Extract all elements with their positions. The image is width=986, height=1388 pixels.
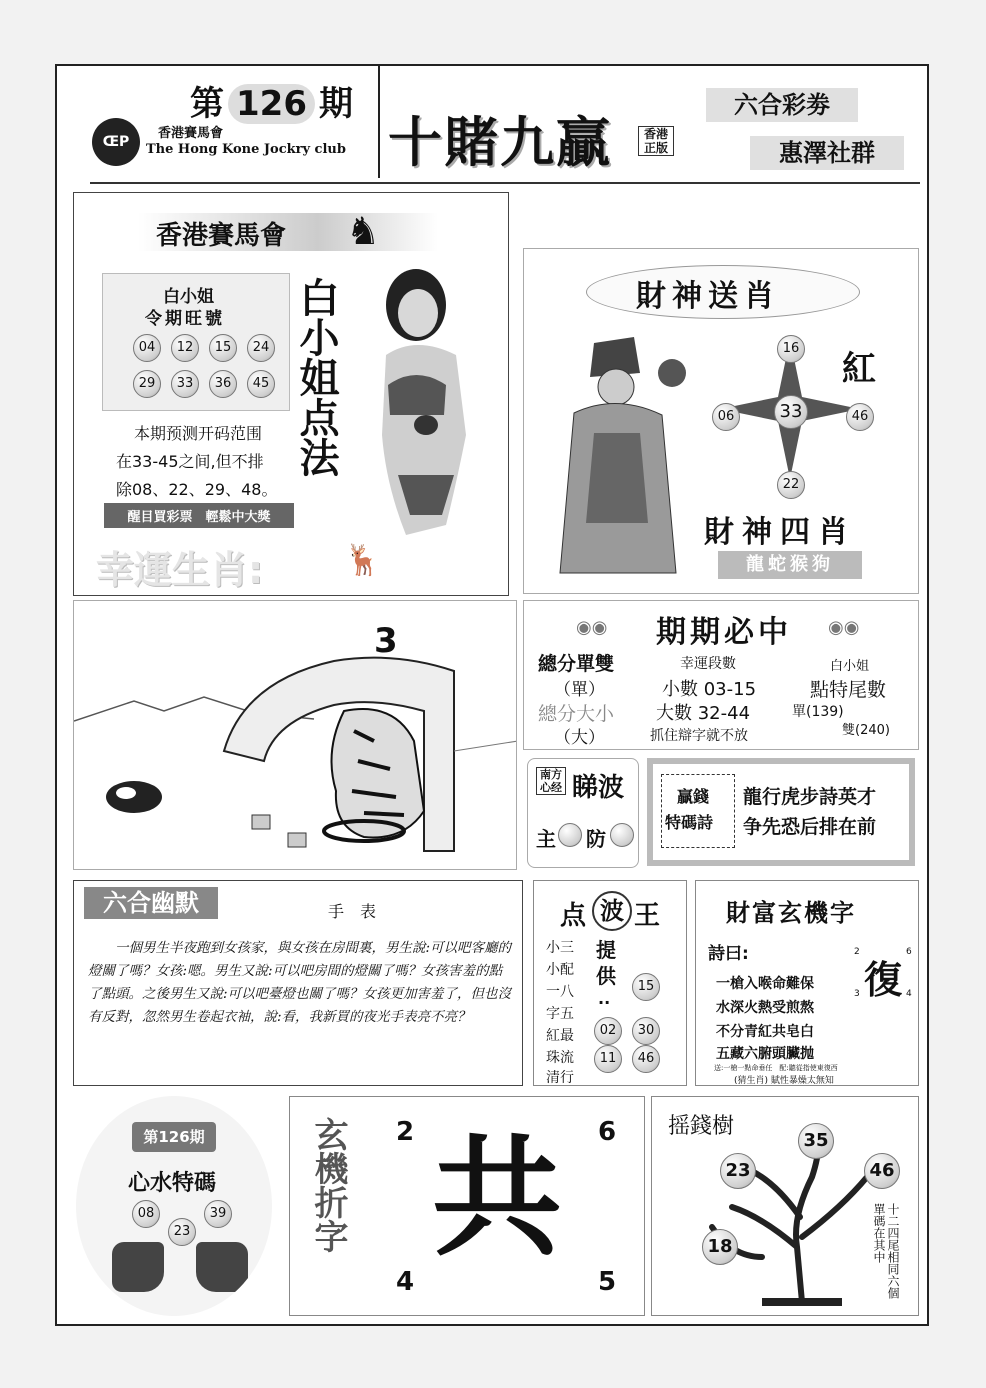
main-pick-label: 主 — [536, 827, 556, 851]
club-logo: ŒP — [92, 118, 140, 166]
lucky-zodiac-title: 幸運生肖: — [96, 548, 264, 592]
jockey-banner-text: 香港賽馬會 — [156, 221, 287, 251]
dianbo-title-3: 王 — [634, 901, 661, 931]
caifu-corner: 3 — [854, 989, 860, 999]
xinshui-title: 心水特碼 — [128, 1171, 217, 1196]
color-word: 紅 — [842, 349, 876, 389]
dianbo-ball: 11 — [594, 1045, 622, 1073]
top-number: 16 — [777, 335, 805, 363]
qiqi-box — [523, 600, 919, 750]
qiqi-r1c3: 白小姐 — [830, 659, 870, 674]
dianbo-title-2: 波 — [592, 891, 632, 931]
issue-number — [190, 76, 353, 125]
tiger-illustration — [74, 601, 517, 870]
caifu-big-char: 復 — [864, 958, 903, 1002]
lucky-ball: 33 — [171, 370, 199, 398]
dianbo-box — [533, 880, 687, 1086]
qiqi-r3c1: 總分大小 — [538, 703, 615, 725]
poem-line-1: 龍行虎步詩英才 — [743, 786, 877, 808]
tree-side-text: 十二四尾相同六個單碼在其中 — [872, 1203, 900, 1299]
header-underline — [90, 182, 920, 184]
caifu-note: 送:一槍一點命垂任 配:聽從指使東復西 — [714, 1064, 838, 1072]
lucky-ball: 29 — [133, 370, 161, 398]
dianbo-title-1: 点 — [560, 901, 587, 931]
disc-icon-left: ◉◉ — [576, 617, 608, 638]
tree-title: 摇錢樹 — [668, 1114, 735, 1139]
slogan-badge: 醒目買彩票 輕鬆中大獎 — [104, 503, 294, 528]
issue-suffix: 期 — [318, 84, 353, 124]
qiqi-r1c1: 總分單雙 — [538, 653, 615, 675]
caifu-box — [695, 880, 919, 1086]
lucky-ball: 45 — [247, 370, 275, 398]
dianbo-col-1: 小三 — [546, 940, 574, 956]
dianbo-ball: 02 — [594, 1017, 622, 1045]
caifu-corner: 2 — [854, 947, 860, 957]
disc-icon-right: ◉◉ — [828, 617, 860, 638]
xinshui-ball: 23 — [168, 1218, 196, 1246]
qiqi-r4c1: （大） — [554, 728, 605, 748]
dianbo-col-2: 小配 — [546, 962, 574, 978]
caifu-line-1: 一槍入喉命難保 — [716, 976, 814, 992]
poem-left-2: 特碼詩 — [665, 813, 714, 832]
qiqi-r2c3: 點特尾數 — [810, 679, 887, 701]
range-text-3: 除08、22、29、48。 — [116, 480, 278, 499]
humor-badge: 六合幽默 — [84, 887, 218, 919]
xuanji-tr: 6 — [598, 1117, 617, 1147]
qiqi-r4c2: 抓住辯字就不放 — [650, 728, 748, 744]
four-zodiac-title: 財神四肖 — [704, 515, 856, 550]
club-name-cn: 香港賽馬會 — [158, 126, 224, 141]
lucky-ball: 36 — [209, 370, 237, 398]
vertical-title: 白小姐点法 — [293, 277, 339, 477]
xinshui-ball: 39 — [204, 1200, 232, 1228]
nanfang-label-top: 南方 — [540, 768, 562, 781]
xuanji-label: 玄機折字 — [308, 1117, 348, 1253]
xuanji-bl: 4 — [396, 1267, 415, 1297]
caifu-title: 財富玄機字 — [726, 899, 856, 927]
caifu-poem-label: 詩曰: — [708, 944, 749, 964]
left-number: 06 — [712, 403, 740, 431]
guard-pick-ball — [610, 823, 634, 847]
left-hand-cards — [112, 1242, 164, 1292]
model-figure — [346, 265, 496, 585]
lucky-ball: 15 — [209, 334, 237, 362]
nanfang-title: 睇波 — [572, 773, 625, 803]
qiqi-title: 期期必中 — [656, 615, 792, 650]
nanfang-label-bottom: 心经 — [540, 781, 562, 794]
tag-lottery: 六合彩劵 — [706, 88, 858, 122]
deer-icon: 🦌 — [344, 543, 382, 578]
range-text-1: 本期预测开码范围 — [134, 424, 263, 443]
xinshui-ball: 08 — [132, 1200, 160, 1228]
lucky-card — [102, 273, 290, 411]
tiger-sign-number: 3 — [374, 621, 398, 661]
tree-number: 35 — [798, 1123, 834, 1159]
right-number: 46 — [846, 403, 874, 431]
dianbo-col-7: 清行 — [546, 1070, 574, 1086]
xinshui-box — [76, 1096, 272, 1316]
lucky-ball: 12 — [171, 334, 199, 362]
tree-number: 18 — [702, 1229, 738, 1265]
xinshui-ribbon: 第126期 — [132, 1122, 216, 1152]
lucky-ball: 04 — [133, 334, 161, 362]
four-zodiac-answer: 龍蛇猴狗 — [718, 551, 862, 579]
qiqi-r1c2: 幸運段數 — [680, 656, 736, 672]
right-hand-cards — [196, 1242, 248, 1292]
tiger-box — [73, 600, 517, 870]
card-title-2: 令期旺號 — [145, 309, 225, 329]
xuanji-big-char: 共 — [432, 1122, 563, 1274]
range-text-2: 在33-45之间,但不排 — [116, 452, 264, 471]
xuanji-br: 5 — [598, 1267, 617, 1297]
tree-number: 23 — [720, 1153, 756, 1189]
caifu-line-3: 不分青紅共皂白 — [716, 1024, 814, 1040]
qiqi-r4c3: 雙(240) — [842, 723, 890, 738]
club-name-en: The Hong Kone Jockry club — [146, 142, 346, 157]
qiqi-r2c2: 小數 03-15 — [662, 679, 757, 700]
xuanji-tl: 2 — [396, 1117, 415, 1147]
tag-community: 惠澤社群 — [750, 136, 904, 170]
poem-line-2: 争先恐后排在前 — [743, 816, 877, 838]
issue-prefix: 第 — [190, 84, 224, 124]
humor-box — [73, 880, 523, 1086]
horse-icon: ♞ — [346, 209, 381, 253]
caifu-corner: 4 — [906, 989, 912, 999]
qiqi-r3c2: 大數 32-44 — [656, 703, 751, 724]
dianbo-col-5: 紅最 — [546, 1028, 574, 1044]
card-title-1: 白小姐 — [163, 287, 214, 307]
xuanji-box — [289, 1096, 645, 1316]
caifu-line-2: 水深火熱受煎熬 — [716, 1000, 814, 1016]
caifu-corner: 6 — [906, 947, 912, 957]
dianbo-col-4: 字五 — [546, 1006, 574, 1022]
tree-box — [651, 1096, 919, 1316]
caishen-title: 財神送肖 — [636, 279, 780, 314]
humor-body: 一個男生半夜跑到女孩家，與女孩在房間裏，男生說:可以吧客廳的燈關了嗎？女孩:嗯。男生又說:可以吧房間的燈關了嗎？女孩害羞的點了點頭。之後男生又說:可以吧臺燈也關了嗎？女孩更加害羞了，但也沒有反對，忽然男生卷起衣袖，說:看，我新買的夜光手表亮不亮？ — [88, 940, 512, 1025]
tree-number: 46 — [864, 1153, 900, 1189]
main-pick-ball — [558, 823, 582, 847]
bottom-number: 22 — [777, 471, 805, 499]
caifu-line-4: 五藏六腑頭臟抛 — [716, 1046, 814, 1062]
guard-pick-label: 防 — [586, 827, 606, 851]
edition-badge: 香港正版 — [638, 126, 674, 156]
lucky-ball: 24 — [247, 334, 275, 362]
dianbo-ball: 46 — [632, 1045, 660, 1073]
caifu-answer: (猜生肖) 賦性暴燥太無知 — [734, 1076, 834, 1086]
dianbo-ball: 30 — [632, 1017, 660, 1045]
center-number: 33 — [774, 395, 808, 429]
qiqi-r2c1: （單） — [554, 680, 605, 700]
caishen-box — [523, 248, 919, 594]
god-of-wealth-figure — [544, 323, 694, 589]
dianbo-provide: 提供 — [596, 938, 616, 988]
header-divider — [378, 66, 380, 178]
dianbo-ball: 15 — [632, 973, 660, 1001]
issue-digits: 126 — [228, 84, 315, 124]
nanfang-label — [536, 767, 566, 795]
qiqi-r3c3: 單(139) — [792, 704, 844, 720]
dianbo-col-6: 珠流 — [546, 1050, 574, 1066]
jockey-box — [73, 192, 509, 596]
dianbo-col-3: 一八 — [546, 984, 574, 1000]
humor-title: 手 表 — [328, 902, 377, 921]
dianbo-dots: ·· — [598, 993, 611, 1012]
poem-left-1: 贏錢 — [677, 787, 710, 806]
main-title: 十賭九贏 — [388, 111, 612, 174]
nanfang-box — [527, 758, 639, 868]
poem-box — [647, 758, 915, 866]
